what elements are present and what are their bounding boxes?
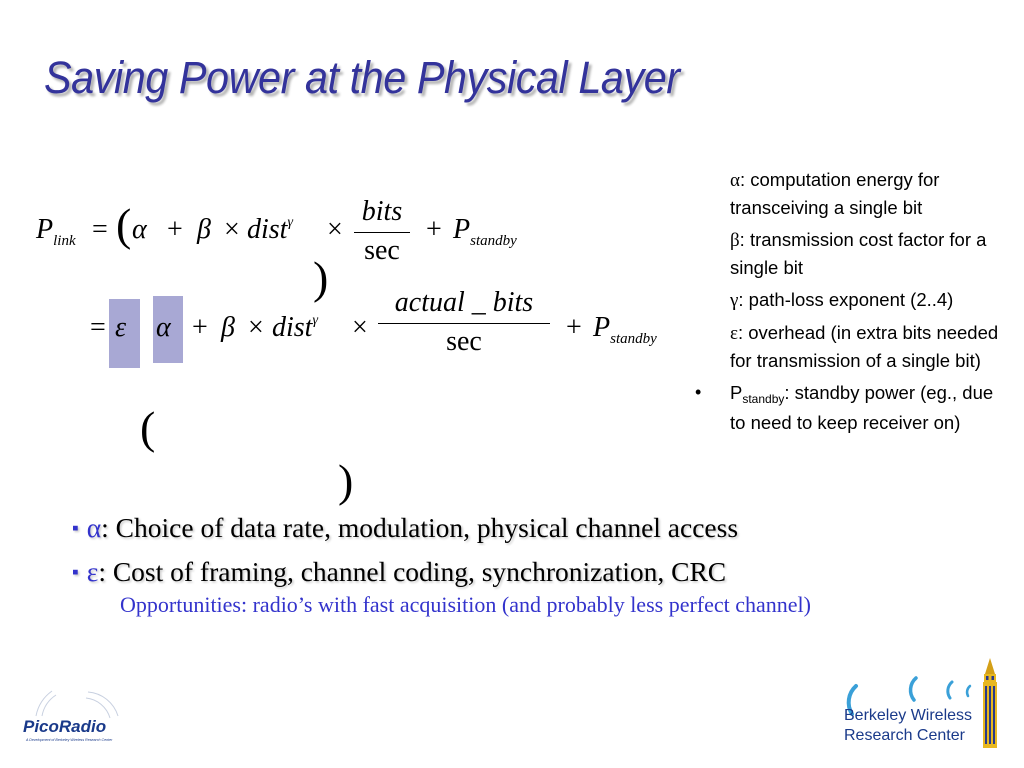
bwrc-line-1: Berkeley Wireless	[844, 707, 973, 724]
campanile-tower-icon	[983, 658, 997, 748]
eq2-times-2: ×	[352, 312, 368, 343]
eq2-alpha: α	[156, 312, 171, 343]
eq2-plus: +	[192, 312, 208, 343]
picoradio-tagline: A Development of Berkeley Wireless Research Center	[26, 738, 113, 742]
eq2-dist: dist	[272, 312, 313, 343]
eq1-alpha: α	[132, 214, 147, 245]
definition-item	[693, 226, 1013, 281]
slide-title: Saving Power at the Physical Layer	[44, 52, 680, 103]
definition-symbol: P	[730, 382, 743, 403]
bullet-square-icon: ▪	[72, 562, 79, 583]
bwrc-logo	[838, 656, 1018, 756]
eq2-frac-num: actual _ bits	[394, 287, 534, 318]
eq2-times: ×	[248, 312, 264, 343]
definitions-list	[693, 166, 1013, 441]
definition-item	[693, 166, 1013, 221]
eq2-plus-2: +	[566, 312, 582, 343]
bullet-text: : Choice of data rate, modulation, physical channel access	[101, 512, 739, 543]
eq1-lhs-sub: link	[53, 233, 76, 249]
bwrc-line-2: Research Center	[844, 727, 965, 744]
definition-item	[693, 286, 1013, 314]
eq2-equals: =	[90, 312, 106, 343]
bullet-item	[72, 552, 738, 596]
eq1-fraction	[354, 196, 410, 267]
picoradio-wordmark: PicoRadio	[23, 717, 107, 736]
eq1-close-paren: )	[313, 252, 329, 303]
eq1-frac-num: bits	[361, 196, 403, 227]
eq1-frac-den: sec	[364, 235, 400, 266]
main-bullets	[72, 508, 738, 596]
definition-symbol: γ	[730, 290, 739, 311]
eq2-open-paren: (	[140, 402, 156, 453]
eq2-frac-den: sec	[446, 326, 482, 357]
bullet-text: : Cost of framing, channel coding, synchronization, CRC	[98, 556, 727, 587]
bullet-symbol: α	[86, 512, 102, 543]
eq2-close-paren: )	[338, 455, 354, 506]
eq1-beta: β	[197, 214, 211, 245]
definition-text: : transmission cost factor for a single bit	[730, 229, 987, 278]
eq2-gamma: γ	[312, 313, 318, 328]
bullet-symbol: ε	[86, 556, 99, 587]
definition-text: : computation energy for transceiving a single bit	[730, 169, 940, 218]
eq2-beta: β	[221, 312, 235, 343]
eq2-epsilon: ε	[115, 312, 127, 343]
eq1-times: ×	[224, 214, 240, 245]
bullet-item	[72, 508, 738, 552]
definition-item	[693, 379, 1013, 436]
eq1-p-sub: standby	[470, 233, 517, 249]
definition-symbol: β	[730, 230, 740, 251]
eq1-plus-2: +	[426, 214, 442, 245]
definition-item	[693, 319, 1013, 374]
eq1-gamma: γ	[287, 215, 293, 230]
eq1-p: P	[453, 214, 471, 245]
definition-text: : standby power (eg., due to need to keep receiver on)	[730, 382, 994, 433]
definition-symbol: ε	[730, 323, 738, 344]
opportunities-note: Opportunities: radio’s with fast acquisition (and probably less perfect channel)	[120, 592, 811, 617]
definition-text: : overhead (in extra bits needed for transmission of a single bit)	[730, 322, 999, 371]
definition-symbol-sub: standby	[742, 392, 785, 406]
eq2-p-sub: standby	[610, 331, 657, 347]
eq1-open-paren: (	[116, 199, 132, 250]
eq2-p: P	[593, 312, 611, 343]
definition-text: : path-loss exponent (2..4)	[738, 289, 954, 310]
definition-symbol: α	[730, 170, 740, 191]
eq2-fraction	[378, 287, 550, 358]
eq1-lhs: P	[36, 214, 54, 245]
eq1-dist: dist	[247, 214, 288, 245]
bullet-square-icon: ▪	[72, 518, 79, 539]
eq1-times-2: ×	[327, 214, 343, 245]
definition-marker: •	[695, 382, 702, 402]
picoradio-logo	[18, 686, 138, 746]
eq1-equals: =	[92, 214, 108, 245]
eq1-plus: +	[167, 214, 183, 245]
